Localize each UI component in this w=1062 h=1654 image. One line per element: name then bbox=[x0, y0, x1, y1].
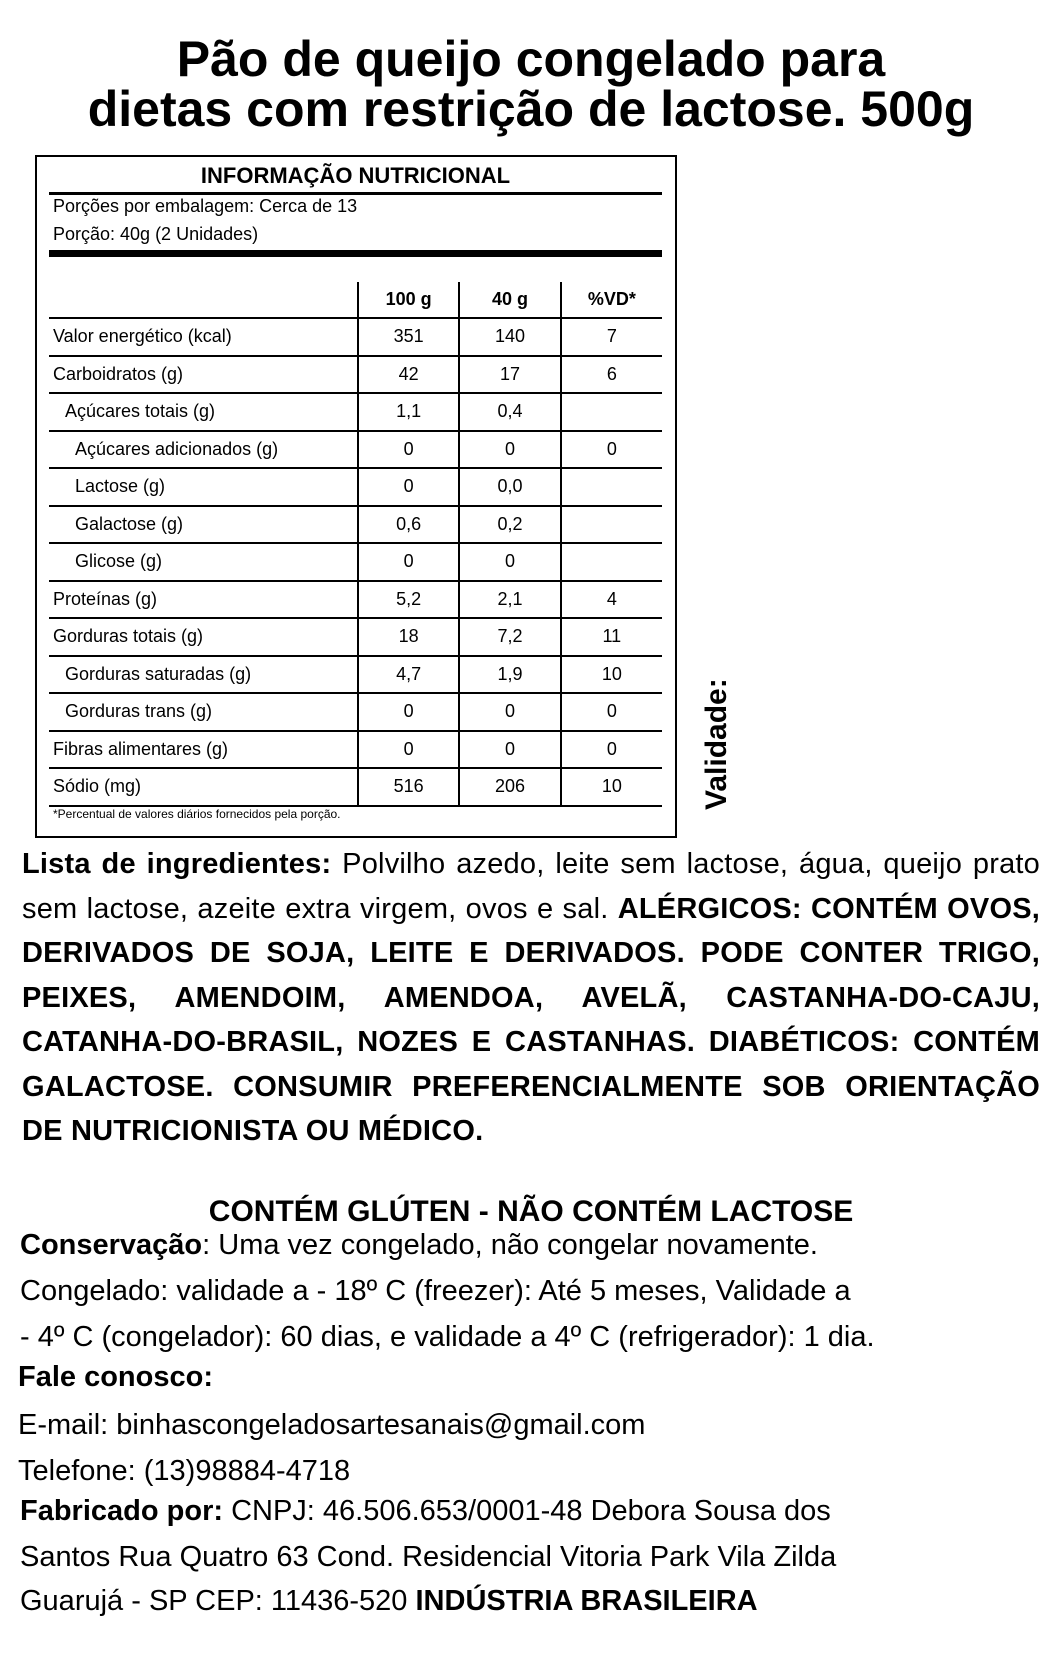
value-100g: 42 bbox=[358, 356, 459, 394]
value-vd: 4 bbox=[561, 581, 662, 619]
manufacturer-line-3 bbox=[20, 1582, 758, 1620]
validade-label: Validade: bbox=[700, 678, 733, 810]
thick-divider bbox=[49, 250, 662, 257]
value-vd: 10 bbox=[561, 768, 662, 806]
serving-size: Porção: 40g (2 Unidades) bbox=[53, 224, 259, 244]
nutrient-row bbox=[49, 468, 662, 506]
nutrition-table bbox=[49, 282, 662, 807]
value-40g: 0 bbox=[459, 543, 560, 581]
value-100g: 0 bbox=[358, 468, 459, 506]
value-vd: 10 bbox=[561, 656, 662, 694]
product-title bbox=[0, 31, 1062, 137]
nutrient-row bbox=[49, 693, 662, 731]
value-vd: 0 bbox=[561, 431, 662, 469]
value-40g: 7,2 bbox=[459, 618, 560, 656]
title-line-1: Pão de queijo congelado para bbox=[176, 31, 886, 87]
value-vd bbox=[561, 543, 662, 581]
nutrient-name: Lactose (g) bbox=[49, 468, 358, 506]
value-100g: 0,6 bbox=[358, 506, 459, 544]
value-vd bbox=[561, 468, 662, 506]
made-in-brazil: INDÚSTRIA BRASILEIRA bbox=[415, 1585, 758, 1617]
value-vd: 11 bbox=[561, 618, 662, 656]
value-100g: 5,2 bbox=[358, 581, 459, 619]
nutrient-name: Gorduras totais (g) bbox=[49, 618, 358, 656]
header-empty-cell bbox=[49, 282, 358, 318]
allergens-warning: ALÉRGICOS: CONTÉM OVOS, DERIVADOS DE SOJA, LEITE E DERIVADOS. PODE CONTER TRIGO, PEIXES, AMENDOIM, AMENDOA, AVELÃ, CASTANHA-DO-CAJU, CATANHA-DO-BRASIL, NOZES E CASTANHAS. DIABÉTICOS: CONTÉM GALACTOSE. CONSUMIR PREFERENCIALMENTE SOB ORIENTAÇÃO DE NUTRICIONISTA OU MÉDICO. bbox=[22, 892, 1040, 1147]
value-100g: 0 bbox=[358, 693, 459, 731]
manufacturer-label: Fabricado por: bbox=[20, 1495, 224, 1527]
vd-footnote: *Percentual de valores diários fornecidos pela porção. bbox=[53, 807, 341, 821]
nutrient-row bbox=[49, 431, 662, 469]
conservation-line-1 bbox=[20, 1226, 818, 1264]
header-vd: %VD* bbox=[561, 282, 662, 318]
value-40g: 0,2 bbox=[459, 506, 560, 544]
conservation-line-3: - 4º C (congelador): 60 dias, e validade a 4º C (refrigerador): 1 dia. bbox=[20, 1321, 875, 1353]
value-40g: 0,0 bbox=[459, 468, 560, 506]
value-vd bbox=[561, 393, 662, 431]
value-100g: 1,1 bbox=[358, 393, 459, 431]
table-header-row bbox=[49, 282, 662, 318]
value-vd: 0 bbox=[561, 693, 662, 731]
value-100g: 4,7 bbox=[358, 656, 459, 694]
ingredients-label: Lista de ingredientes: bbox=[22, 848, 332, 880]
nutrient-name: Glicose (g) bbox=[49, 543, 358, 581]
value-40g: 0 bbox=[459, 431, 560, 469]
nutrient-name: Açúcares adicionados (g) bbox=[49, 431, 358, 469]
header-100g: 100 g bbox=[358, 282, 459, 318]
nutrient-row bbox=[49, 768, 662, 806]
contact-phone: Telefone: (13)98884-4718 bbox=[18, 1455, 351, 1487]
value-40g: 0 bbox=[459, 731, 560, 769]
value-40g: 1,9 bbox=[459, 656, 560, 694]
value-100g: 0 bbox=[358, 431, 459, 469]
value-100g: 351 bbox=[358, 318, 459, 356]
nutrient-row bbox=[49, 543, 662, 581]
nutrient-row bbox=[49, 506, 662, 544]
ingredients-text: Polvilho azedo, leite sem lactose, água, queijo prato sem lactose, azeite extra virgem, ovos e sal. bbox=[22, 848, 1040, 925]
ingredients-paragraph bbox=[22, 842, 1040, 1154]
value-40g: 17 bbox=[459, 356, 560, 394]
manufacturer-cnpj: CNPJ: 46.506.653/0001-48 Debora Sousa dos bbox=[223, 1495, 831, 1527]
value-100g: 0 bbox=[358, 543, 459, 581]
nutrition-heading: INFORMAÇÃO NUTRICIONAL bbox=[200, 163, 511, 188]
value-40g: 206 bbox=[459, 768, 560, 806]
nutrient-row bbox=[49, 318, 662, 356]
manufacturer-line-2: Santos Rua Quatro 63 Cond. Residencial Vitoria Park Vila Zilda bbox=[20, 1541, 837, 1573]
manufacturer-address: Guarujá - SP CEP: 11436-520 bbox=[20, 1585, 416, 1617]
value-40g: 0,4 bbox=[459, 393, 560, 431]
nutrient-row bbox=[49, 618, 662, 656]
nutrient-name: Fibras alimentares (g) bbox=[49, 731, 358, 769]
gluten-lactose-notice: CONTÉM GLÚTEN - NÃO CONTÉM LACTOSE bbox=[208, 1195, 854, 1228]
nutrient-name: Gorduras trans (g) bbox=[49, 693, 358, 731]
value-40g: 0 bbox=[459, 693, 560, 731]
value-vd: 7 bbox=[561, 318, 662, 356]
conservation-line-2: Congelado: validade a - 18º C (freezer): Até 5 meses, Validade a bbox=[20, 1275, 851, 1307]
nutrient-name: Carboidratos (g) bbox=[49, 356, 358, 394]
header-40g: 40 g bbox=[459, 282, 560, 318]
value-100g: 0 bbox=[358, 731, 459, 769]
nutrient-name: Valor energético (kcal) bbox=[49, 318, 358, 356]
nutrient-name: Proteínas (g) bbox=[49, 581, 358, 619]
title-line-2: dietas com restrição de lactose. 500g bbox=[87, 81, 975, 137]
value-100g: 18 bbox=[358, 618, 459, 656]
value-vd: 0 bbox=[561, 731, 662, 769]
servings-per-package: Porções por embalagem: Cerca de 13 bbox=[53, 196, 358, 216]
contact-label: Fale conosco: bbox=[18, 1361, 213, 1393]
manufacturer-line-1 bbox=[20, 1492, 831, 1530]
nutrient-name: Gorduras saturadas (g) bbox=[49, 656, 358, 694]
nutrient-row bbox=[49, 656, 662, 694]
nutrient-name: Açúcares totais (g) bbox=[49, 393, 358, 431]
value-40g: 140 bbox=[459, 318, 560, 356]
nutrient-row bbox=[49, 356, 662, 394]
nutrient-row bbox=[49, 393, 662, 431]
nutrient-row bbox=[49, 581, 662, 619]
conservation-text: : Uma vez congelado, não congelar novamente. bbox=[202, 1229, 818, 1261]
value-40g: 2,1 bbox=[459, 581, 560, 619]
nutrient-row bbox=[49, 731, 662, 769]
nutrient-name: Galactose (g) bbox=[49, 506, 358, 544]
value-vd: 6 bbox=[561, 356, 662, 394]
nutrition-facts-panel bbox=[35, 155, 677, 838]
nutrient-name: Sódio (mg) bbox=[49, 768, 358, 806]
conservation-label: Conservação bbox=[20, 1229, 203, 1261]
value-vd bbox=[561, 506, 662, 544]
value-100g: 516 bbox=[358, 768, 459, 806]
contact-email: E-mail: binhascongeladosartesanais@gmail.com bbox=[18, 1409, 646, 1441]
